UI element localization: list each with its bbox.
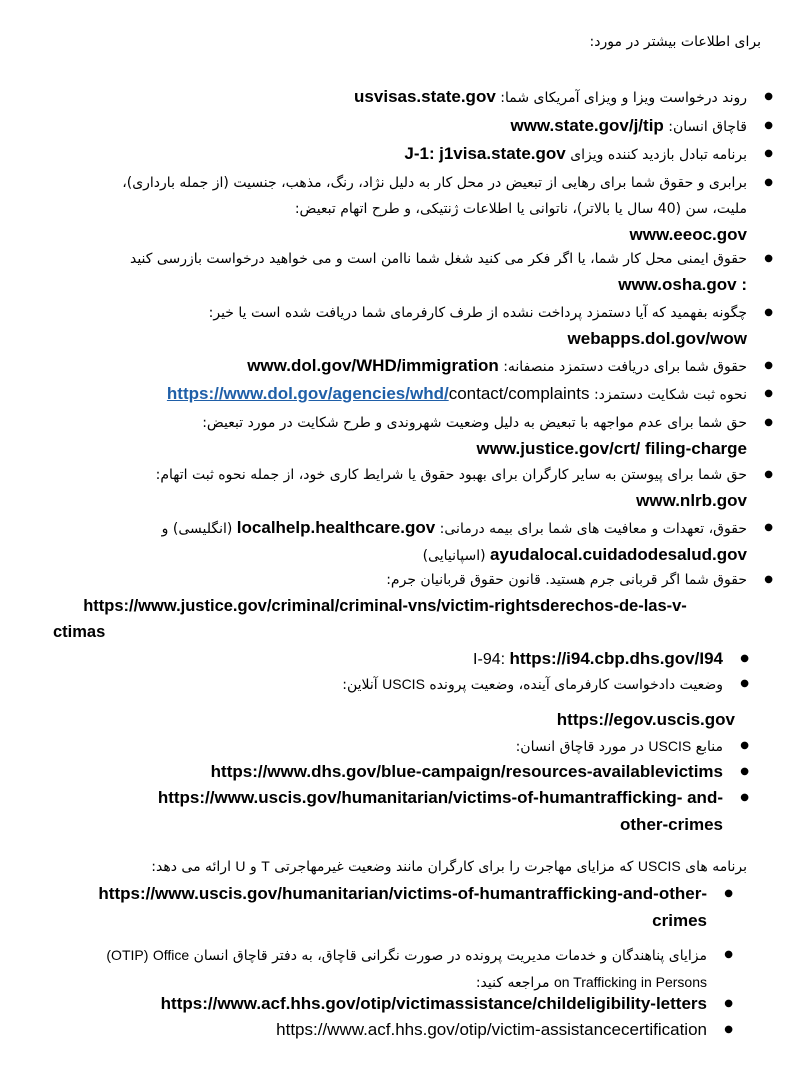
item-text-english: (انگلیسی) و [161, 521, 233, 537]
uscis-programs-paragraph [27, 853, 747, 880]
item-text: وضعیت دادخواست کارفرمای آینده، وضعیت پرونده [429, 677, 723, 693]
i94-link[interactable]: https://i94.cbp.dhs.gov/I94 [509, 649, 723, 668]
victims-link[interactable]: https://www.justice.gov/criminal/criminal-vns/victim-rightsderechos-de-las-v- [83, 597, 687, 615]
list-item-acf2 [7, 1017, 707, 1044]
item-text: حقوق شما برای دریافت دستمزد منصفانه: [503, 359, 747, 375]
osha-link[interactable]: www.osha.gov : [618, 275, 747, 294]
list-item-wow [87, 300, 747, 352]
uscis-label: USCIS [382, 676, 425, 692]
list-item-uscis-hum1 [63, 785, 723, 838]
egov-uscis-link[interactable]: https://egov.uscis.gov [556, 710, 735, 729]
uscis-label: USCIS [648, 738, 692, 754]
acf-childeligibility-link[interactable]: https://www.acf.hhs.gov/otip/victimassistance/childeligibility-letters [160, 994, 707, 1013]
item-text: حق شما برای پیوستن به سایر کارگران برای بهبود حقوق یا شرایط کاری خود، از جمله نحوه ثبت اتهام: [155, 467, 747, 483]
item-text-2: آنلاین: [342, 677, 378, 693]
i94-code: I-94: [473, 651, 506, 668]
wow-link[interactable]: webapps.dol.gov/wow [567, 329, 747, 348]
item-text: مزایای پناهندگان و خدمات مدیریت پرونده در صورت نگرانی قاچاق، به دفتر قاچاق انسان [193, 948, 707, 964]
uscis-humanitarian-link-2-cont[interactable]: crimes [652, 911, 707, 930]
uscis-label: USCIS [637, 858, 681, 874]
j1-code: J-1: [404, 144, 435, 163]
victims-url-block [35, 593, 735, 620]
visa-u-label: U [235, 858, 246, 874]
uscis-humanitarian-link[interactable]: https://www.uscis.gov/humanitarian/victims-of-humantrafficking- and- [157, 788, 723, 807]
item-text: قاچاق انسان: [668, 119, 747, 135]
list-item-j1 [87, 141, 747, 168]
item-text: منابع [695, 739, 723, 755]
list-item-whd [87, 353, 747, 380]
tip-link[interactable]: www.state.gov/j/tip [510, 116, 664, 135]
uscis-status-url-block [75, 707, 735, 734]
health-line2 [87, 542, 747, 569]
page-heading: برای اطلاعات بیشتر در مورد: [589, 34, 761, 50]
item-text: حقوق ایمنی محل کار شما، یا اگر فکر می کنید شغل شما ناامن است و می خواهید درخواست بازرسی کنید [129, 251, 747, 267]
list-item-otip [7, 942, 707, 996]
crt-link[interactable]: www.justice.gov/crt/ filing-charge [476, 439, 747, 458]
item-text: نحوه ثبت شکایت دستمزد: [593, 387, 747, 403]
item-text: برنامه های [685, 859, 747, 875]
cuidadodesalud-link[interactable]: ayudalocal.cuidadodesalud.gov [490, 545, 747, 564]
uscis-humanitarian-link-cont[interactable]: other-crimes [620, 815, 723, 834]
complaints-link-rest[interactable]: contact/complaints [448, 384, 590, 403]
uscis-humanitarian-link-2[interactable]: https://www.uscis.gov/humanitarian/victims-of-humantrafficking-and-other- [98, 884, 707, 903]
item-text: برابری و حقوق شما برای رهایی از تبعیض در محل کار به دلیل نژاد، رنگ، مذهب، جنسیت (از جمله بارداری)، ملیت، سن (40 سال یا بالاتر)، ناتوانی یا اطلاعات ژنتیکی، و طرح اتهام تبعیض: [122, 175, 747, 217]
dhs-link[interactable]: https://www.dhs.gov/blue-campaign/resources-availablevictims [210, 762, 723, 781]
item-text: حق شما برای عدم مواجهه با تبعیض به دلیل وضعیت شهروندی و طرح شکایت در مورد تبعیض: [202, 415, 747, 431]
item-text-spanish: (اسپانیایی) [422, 548, 486, 564]
list-item-complaints [87, 381, 747, 408]
list-item-dhs [63, 759, 723, 786]
j1-link[interactable]: j1visa.state.gov [439, 144, 566, 163]
otip-office-label: Office [152, 947, 190, 963]
list-item-visa [87, 84, 747, 111]
item-text-3: ارائه می دهد: [151, 859, 231, 875]
eeoc-link[interactable]: www.eeoc.gov [629, 225, 747, 244]
complaints-url [167, 384, 590, 403]
list-item-crt [87, 410, 747, 462]
item-text: حقوق، تعهدات و معافیت های شما برای بیمه درمانی: [439, 521, 747, 537]
list-item-eeoc [87, 170, 747, 248]
whd-link[interactable]: www.dol.gov/WHD/immigration [247, 356, 499, 375]
list-item-uscis-hum2 [7, 881, 707, 934]
list-item-victims [87, 567, 747, 593]
item-text: چگونه بفهمید که آیا دستمزد پرداخت نشده از طرف کارفرمای شما دریافت شده است یا خیر: [208, 305, 747, 321]
complaints-link[interactable]: https://www.dol.gov/agencies/whd/ [166, 384, 449, 403]
item-text: حقوق شما اگر قربانی جرم هستید. قانون حقوق قربانیان جرم: [386, 572, 747, 588]
visa-t-label: T [261, 858, 270, 874]
list-item-tip [87, 113, 747, 140]
list-item-osha [87, 246, 747, 298]
otip-label: (OTIP) [106, 947, 149, 963]
item-text-2: مراجعه کنید: [475, 975, 550, 991]
item-text-2: در مورد قاچاق انسان: [515, 739, 644, 755]
item-text: برنامه تبادل بازدید کننده ویزای [570, 147, 747, 163]
item-text-2: که مزایای مهاجرت را برای کارگران مانند وضعیت غیرمهاجرتی [274, 859, 634, 875]
item-text: روند درخواست ویزا و ویزای آمریکای شما: [500, 90, 747, 106]
list-item-nlrb [87, 462, 747, 514]
visa-link[interactable]: usvisas.state.gov [354, 87, 496, 106]
victims-link-cont[interactable]: ctimas [53, 623, 106, 641]
healthcare-link[interactable]: localhelp.healthcare.gov [236, 518, 436, 537]
otip-trafficking-label: on Trafficking in Persons [553, 974, 707, 990]
acf-certification-link[interactable]: https://www.acf.hhs.gov/otip/victim-assistancecertification [276, 1020, 707, 1039]
list-item-health [87, 515, 747, 569]
list-item-uscis-status [83, 671, 723, 698]
list-item-acf1 [7, 991, 707, 1018]
list-item-uscis-resources [83, 733, 723, 760]
nlrb-link[interactable]: www.nlrb.gov [636, 491, 747, 510]
list-item-i94 [83, 646, 723, 673]
item-text-and: و [250, 859, 257, 875]
victims-url-block-2 [53, 619, 735, 646]
